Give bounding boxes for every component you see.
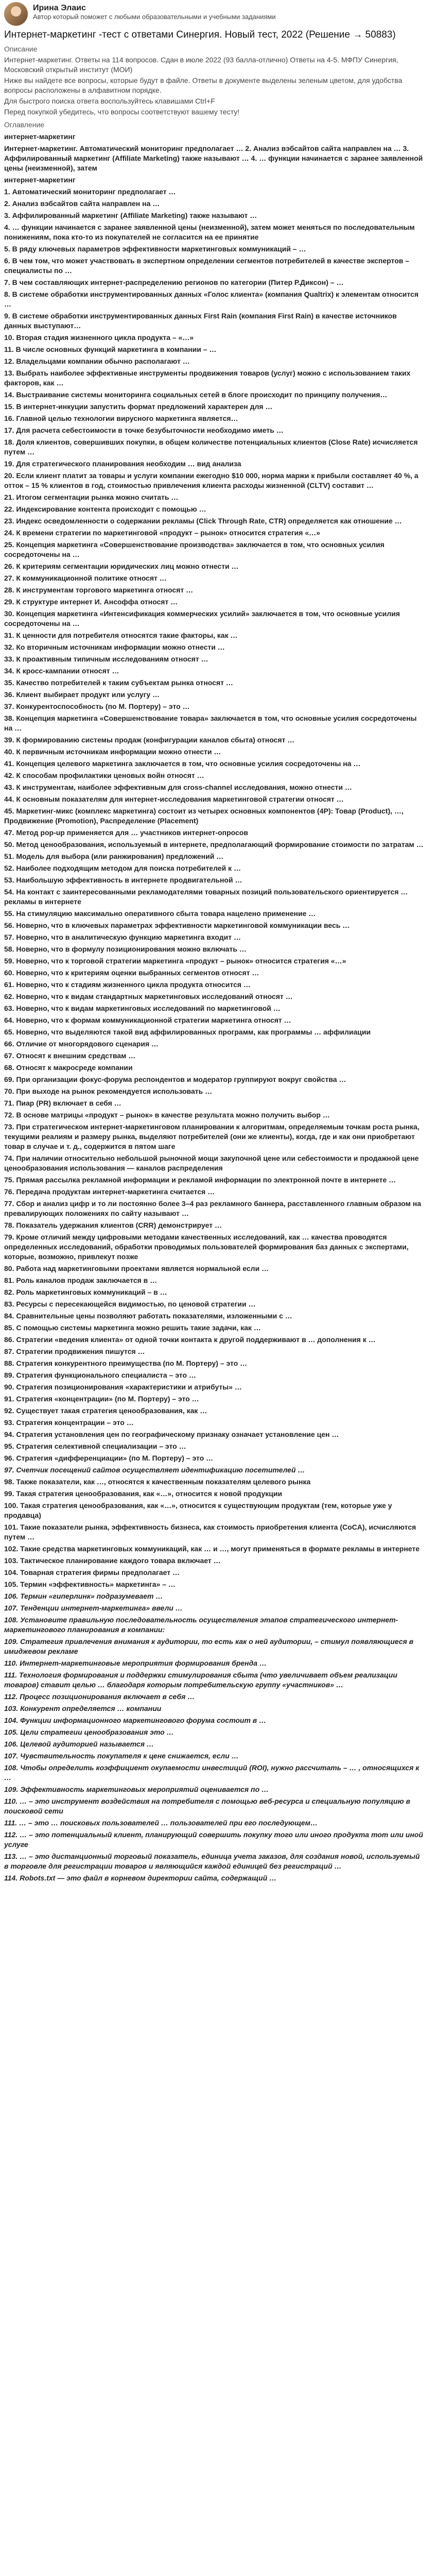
question-item: 55. На стимуляцию максимально оперативного сбыта товара нацелено применение … xyxy=(4,909,316,918)
question-item: 112. … – это потенциальный клиент, планирующий совершить покупку того или иного продукта тот или иной услуге xyxy=(4,1831,423,1849)
question-item: 108. Чтобы определить коэффициент окупаемости инвестиций (ROI), нужно рассчитать – … , относящихся к … xyxy=(4,1764,420,1782)
question-item: 41. Концепция целевого маркетинга заключается в том, что основные усилия сосредоточены на … xyxy=(4,759,361,768)
question-item: 101. Такие показатели рынка, эффективность бизнеса, как стоимость приобретения клиента (CoCA), исчисляются путем … xyxy=(4,1523,416,1541)
question-item: 1. Автоматический мониторинг предполагает … xyxy=(4,188,176,196)
question-item: 13. Выбрать наиболее эффективные инструменты продвижения товаров (услуг) можно с использованием таких факторов, как … xyxy=(4,369,411,387)
question-item: 35. Качество потребителей к таким субъектам рынка относят … xyxy=(4,679,233,687)
question-item: 88. Стратегия конкурентного преимущества (по М. Портеру) – это … xyxy=(4,1359,248,1367)
question-item: 69. При организации фокус-форума респондентов и модератор группируют вокруг свойства … xyxy=(4,1075,346,1083)
question-item: 66. Отличие от многорядового сценария … xyxy=(4,1040,159,1048)
question-item: 110. Интернет-маркетинговые мероприятия формирования бренда … xyxy=(4,1659,267,1667)
question-item: 33. К проактивным типичным исследованиям относят … xyxy=(4,655,208,663)
question-item: 58. Новерно, что в формулу позиционирования можно включать … xyxy=(4,945,247,953)
question-list xyxy=(4,144,424,1883)
question-item: интернет-маркетинг xyxy=(4,176,76,184)
question-item: 31. К ценности для потребителя относятся такие факторы, как … xyxy=(4,631,238,639)
question-item: 12. Владельцами компании обычно располагают … xyxy=(4,357,190,365)
question-item: 18. Доля клиентов, совершивших покупки, в общем количестве потенциальных клиентов (Close Rate) исчисляется путем … xyxy=(4,438,418,456)
question-item: 38. Концепция маркетинга «Совершенствование товара» заключается в том, что основные усилия сосредоточены на … xyxy=(4,714,417,732)
question-item: 56. Новерно, что в ключевых параметрах эффективности маркетинговой коммуникации весь … xyxy=(4,921,350,929)
question-item: 50. Метод ценообразования, используемый в интернете, предполагающий формирование стоимости по затратам … xyxy=(4,840,424,849)
question-item: 20. Если клиент платит за товары и услуги компании ежегодно $10 000, норма маржи к прибыли составляет 40 %, а отток – 15 % клиентов в год, стоимостью привлечения клиента расходы жизненной (CLTV) составит … xyxy=(4,471,418,489)
question-item: 104. Товарная стратегия фирмы предполагает … xyxy=(4,1568,180,1577)
question-item: 17. Для расчета себестоимости в точке безубыточности необходимо иметь … xyxy=(4,426,284,434)
question-item: 65. Новерно, что выделяются такой вид аффилированных программ, как программы … аффилиации xyxy=(4,1028,371,1036)
question-item: 19. Для стратегического планирования необходим … вид анализа xyxy=(4,460,241,468)
question-item: 2. Анализ вэбсайтов сайта направлен на … xyxy=(4,199,160,208)
question-item: 107. Тенденции интернет-маркетинга» ввели … xyxy=(4,1604,183,1612)
question-item: 71. Пиар (PR) включает в себя … xyxy=(4,1099,121,1107)
question-item: 105. Термин «эффективность» маркетинга» – … xyxy=(4,1580,176,1588)
question-item: 43. К инструментам, наиболее эффективным для cross-channel исследования, можно отнести … xyxy=(4,783,352,791)
question-item: 30. Концепция маркетинга «Интенсификация коммерческих усилий» заключается в том, что основные усилия сосредоточены на … xyxy=(4,609,400,628)
question-item: 21. Итогом сегментации рынка можно считать … xyxy=(4,493,179,501)
question-item: 109. Стратегия привлечения внимания к аудитории, то есть как о ней аудитории, – стимул появляющиеся в имиджевом рекламе xyxy=(4,1637,414,1655)
author-name[interactable]: Ирина Элаис xyxy=(33,4,86,12)
description-paragraph: Интернет-маркетинг. Ответы на 114 вопросов. Сдан в июле 2022 (93 балла-отлично) Ответы на 4-5. МФПУ Синергия, Московский открытый институт (МОИ) xyxy=(4,56,398,74)
description-label: Описание xyxy=(4,45,38,53)
question-item: 15. В интернет-инкуции запустить формат предложений характерен для … xyxy=(4,402,273,411)
question-item: 7. В чем составляющих интернет-распределению регионов по категории (Питер Р.Диксон) – … xyxy=(4,278,344,286)
question-item: 29. К структуре интернет И. Ансоффа относят … xyxy=(4,598,178,606)
question-item: 78. Показатель удержания клиентов (CRR) демонстрирует … xyxy=(4,1221,222,1229)
question-item: 32. Ко вторичным источникам информации можно отнести … xyxy=(4,643,225,651)
question-item: 53. Наибольшую эффективность в интернете продвигательной … xyxy=(4,876,242,884)
question-item: 106. Целевой аудиторией называется … xyxy=(4,1740,154,1748)
question-item: 99. Такая стратегия ценообразования, как «…», относится к новой продукции xyxy=(4,1489,283,1498)
question-item: 4. … функции начинается с заранее заявленной цены (неизменной), затем может меняться по последовательным понижениям, пока кто-то из покупателей не согласится на ее принятие xyxy=(4,223,415,241)
author-description: Автор который поможет с любыми образовательными и учебными заданиями xyxy=(33,13,276,21)
question-item: 95. Стратегия селективной специализации – это … xyxy=(4,1442,186,1450)
question-item: 104. Функции информационного маркетингового форума состоит в … xyxy=(4,1716,267,1724)
question-item: 73. При стратегическом интернет-маркетинговом планировании к алгоритмам, определяемым точкам роста рынка, текущими реалиям и размеру рынка, выделяют потребителей (они же клиенты), когда, где и как они приобретают товар в случае и т. д., содержится в пятом шаге xyxy=(4,1123,420,1150)
question-item: 39. К формированию системы продаж (конфигурации каналов сбыта) относят … xyxy=(4,736,295,744)
question-item: 37. Конкурентоспособность (по М. Портеру) – это … xyxy=(4,702,190,710)
question-item: 74. При наличии относительно небольшой рыночной мощи закупочной цене или себестоимости и продажной цене ценообразования использования — каналов распределения xyxy=(4,1154,419,1172)
question-item: 75. Прямая рассылка рекламной информации и рекламой информации по электронной почте в интернете … xyxy=(4,1176,396,1184)
question-item: 111. Технология формирования и поддержки стимулирования сбыта (что увеличивает объем реализации товаров) ставит целью … благодаря которым потребительскую группу «участников» … xyxy=(4,1671,397,1689)
question-item: 11. В числе основных функций маркетинга в компании – … xyxy=(4,345,217,353)
question-item: 107. Чувствительность покупателя к цене снижается, если … xyxy=(4,1752,239,1760)
description-paragraph: Перед покупкой убедитесь, что вопросы соответствуют вашему тесту! xyxy=(4,108,240,116)
question-item: 92. Существует такая стратегия ценообразования, как … xyxy=(4,1406,207,1415)
toc-label: Оглавление xyxy=(4,121,45,129)
question-item: 109. Эффективность маркетинговых мероприятий оценивается по … xyxy=(4,1785,269,1793)
question-item: 94. Стратегия установления цен по географическому признаку означает установление цен … xyxy=(4,1430,339,1438)
question-item: 42. К способам профилактики ценовых войн относят … xyxy=(4,771,204,779)
question-item: 105. Цели стратегии ценообразования это … xyxy=(4,1728,174,1736)
question-item: 84. Сравнительные цены позволяют работать показателями, изложенными с … xyxy=(4,1312,292,1320)
question-item: 90. Стратегия позиционирования «характеристики и атрибуты» … xyxy=(4,1383,242,1391)
question-item: 8. В системе обработки инструментированных данных «Голос клиента» (компания Qualtrix) к элементам относится … xyxy=(4,290,419,308)
question-item: 62. Новерно, что к видам стандартных маркетинговых исследований относят … xyxy=(4,992,293,1001)
question-item: 51. Модель для выбора (или ранжирования) предложений … xyxy=(4,852,224,860)
question-item: 103. Тактическое планирование каждого товара включает … xyxy=(4,1556,221,1565)
question-item: 9. В системе обработки инструментированных данных First Rain (компания First Rain) в качестве источников данных выступают… xyxy=(4,312,397,330)
section-lead: интернет-маркетинг xyxy=(4,132,76,141)
question-item: 93. Стратегия концентрации – это … xyxy=(4,1418,134,1427)
question-item: 81. Роль каналов продаж заключается в … xyxy=(4,1276,158,1284)
question-item: 100. Такая стратегия ценообразования, как «…», относится к существующим продуктам (тем, которые уже у продавца) xyxy=(4,1501,392,1519)
question-item: 111. … – это … поисковых пользователей … пользователей при его последующем… xyxy=(4,1819,318,1827)
question-item: 97. Счетчик посещений сайтов осуществляет идентификацию посетителей … xyxy=(4,1466,305,1474)
avatar[interactable] xyxy=(4,2,28,26)
description-paragraph: Для быстрого поиска ответа воспользуйтесь клавишами Ctrl+F xyxy=(4,97,215,105)
question-item: 67. Относят к внешним средствам … xyxy=(4,1052,136,1060)
question-item: 44. К основным показателям для интернет-исследования маркетинговой стратегии относят … xyxy=(4,795,344,803)
question-item: 114. Robots.txt — это файл в корневом директории сайта, содержащий … xyxy=(4,1874,277,1882)
question-item: 112. Процесс позиционирования включает в себя … xyxy=(4,1692,195,1701)
question-item: 106. Термин «гиперлинк» подразумевает … xyxy=(4,1592,163,1600)
question-item: 6. В чем том, что может участвовать в экспертном определении сегментов потребителей в качестве экспертов – специалисты по … xyxy=(4,257,410,275)
question-item: 14. Выстраивание системы мониторинга социальных сетей в блоге происходит по принципу получения… xyxy=(4,391,388,399)
question-item: 57. Новерно, что в аналитическую функцию маркетинга входит … xyxy=(4,933,241,941)
question-item: 83. Ресурсы с пересекающейся видимостью, по ценовой стратегии … xyxy=(4,1300,256,1308)
question-item: 87. Стратегии продвижения пишутся … xyxy=(4,1347,145,1355)
question-item: 80. Работа над маркетинговыми проектами является нормальной если … xyxy=(4,1264,269,1273)
question-item: 40. К первичным источникам информации можно отнести … xyxy=(4,748,221,756)
question-item: 63. Новерно, что к видам маркетинговых исследований по маркетинговой … xyxy=(4,1004,281,1012)
question-item: 89. Стратегия функционального специалиста – это … xyxy=(4,1371,196,1379)
question-item: 108. Установите правильную последовательность осуществления этапов стратегического интернет-маркетингового планирования в компании: xyxy=(4,1616,398,1634)
question-item: 77. Сбор и анализ цифр и то ли постоянно более 3–4 раз рекламного баннера, расставленного главным образом на превалирующих положениях по сайту называют … xyxy=(4,1199,422,1217)
question-item: 54. На контакт с заинтересованными рекламодателями товарных позиций пользовательского ориентируется … рекламы в интернете xyxy=(4,888,408,906)
question-item: 59. Новерно, что к торговой стратегии маркетинга «продукт – рынок» относится стратегия «…» xyxy=(4,957,346,965)
question-item: 36. Клиент выбирает продукт или услугу … xyxy=(4,690,160,699)
question-item: 23. Индекс осведомленности о содержании рекламы (Click Through Rate, CTR) определяется как отношение … xyxy=(4,517,402,525)
question-item: 86. Стратегии «ведения клиента» от одной точки контакта к другой поддерживают в … дополнения к … xyxy=(4,1335,376,1344)
question-item: Интернет-маркетинг. Автоматический мониторинг предполагает … 2. Анализ вэбсайтов сайта направлен на … 3. Аффилированный маркетинг (Affiliate Marketing) также называют … 4. … функции начинается с заранее заявленной цены (неизменной), затем xyxy=(4,144,423,172)
question-item: 82. Роль маркетинговых коммуникаций – в … xyxy=(4,1288,167,1296)
description-paragraph: Ниже вы найдете все вопросы, которые будут в файле. Ответы в документе выделены зеленым цветом, для удобства вопросы расположены в алфавитном порядке. xyxy=(4,76,403,94)
page-title: Интернет-маркетинг -тест с ответами Синергия. Новый тест, 2022 (Решение → 50883) xyxy=(4,29,396,40)
question-item: 61. Новерно, что к стадиям жизненного цикла продукта относится … xyxy=(4,980,251,989)
question-item: 72. В основе матрицы «продукт – рынок» в качестве результата можно получить выбор … xyxy=(4,1111,330,1119)
question-item: 68. Относят к макросреде компании xyxy=(4,1063,133,1072)
question-item: 47. Метод pop-up применяется для … участников интернет-опросов xyxy=(4,828,248,837)
question-item: 64. Новерно, что к формам коммуникационной стратегии маркетинга относят … xyxy=(4,1016,291,1024)
question-item: 103. Конкурент определяется … компании xyxy=(4,1704,162,1713)
question-item: 98. Также показатели, как …, относятся к качественным показателям целевого рынка xyxy=(4,1478,311,1486)
author-info xyxy=(33,2,276,21)
question-item: 5. В ряду ключевых параметров эффективности маркетинговых коммуникаций – … xyxy=(4,245,306,253)
question-item: 26. К критериям сегментации юридических лиц можно отнести … xyxy=(4,562,239,570)
question-item: 70. При выходе на рынок рекомендуется использовать … xyxy=(4,1087,213,1095)
question-item: 79. Кроме отличий между цифровыми методами качественных исследований, как … качества проводятся определенных исследований, обработки проводимых пользователей формирования баз данных с экспертами, которые, возможно, привлекут позже xyxy=(4,1233,409,1261)
question-item: 10. Вторая стадия жизненного цикла продукта – «…» xyxy=(4,333,194,342)
question-item: 113. … – это дистанционный торговый показатель, единица учета заказов, для создания новой, используемый в торговле для регистрации товаров и являющийся каждой единицей без регистраций … xyxy=(4,1852,420,1870)
question-item: 24. К времени стратегии по маркетинговой «продукт – рынок» относится стратегия «…» xyxy=(4,529,320,537)
question-item: 27. К коммуникационной политике относят … xyxy=(4,574,167,582)
question-item: 91. Стратегия «концентрации» (по М. Портеру) – это … xyxy=(4,1395,199,1403)
question-item: 25. Концепция маркетинга «Совершенствование производства» заключается в том, что основных усилия сосредоточены на … xyxy=(4,540,385,558)
question-item: 96. Стратегия «дифференциации» (по М. Портеру) – это … xyxy=(4,1454,214,1462)
question-item: 45. Маркетинг-микс (комплекс маркетинга) состоит из четырех основных компонентов (4P): Товар (Product), …, Продвижение (Promotion), Распределение (Placement) xyxy=(4,807,404,825)
question-item: 16. Главной целью технологии вирусного маркетинга является… xyxy=(4,414,238,422)
question-item: 3. Аффилированный маркетинг (Affiliate Marketing) также называют … xyxy=(4,211,257,219)
question-item: 34. К кросс-кампании относят … xyxy=(4,667,119,675)
question-item: 60. Новерно, что к критериям оценки выбранных сегментов относят … xyxy=(4,969,259,977)
question-item: 22. Индексирование контента происходит с помощью … xyxy=(4,505,206,513)
question-item: 76. Передача продуктам интернет-маркетинга считается … xyxy=(4,1188,215,1196)
description xyxy=(4,44,424,117)
question-item: 52. Наиболее подходящим методом для поиска потребителей к … xyxy=(4,864,241,872)
author-block xyxy=(4,2,424,26)
question-item: 28. К инструментам торгового маркетинга относят … xyxy=(4,586,194,594)
question-item: 110. … – это инструмент воздействия на потребителя с помощью веб-ресурса и специальную популяцию в поисковой сети xyxy=(4,1797,410,1815)
question-item: 85. С помощью системы маркетинга можно решить такие задачи, как … xyxy=(4,1324,261,1332)
question-item: 102. Такие средства маркетинговых коммуникаций, как … и …, могут применяться в формате рекламы в интернете xyxy=(4,1545,420,1553)
